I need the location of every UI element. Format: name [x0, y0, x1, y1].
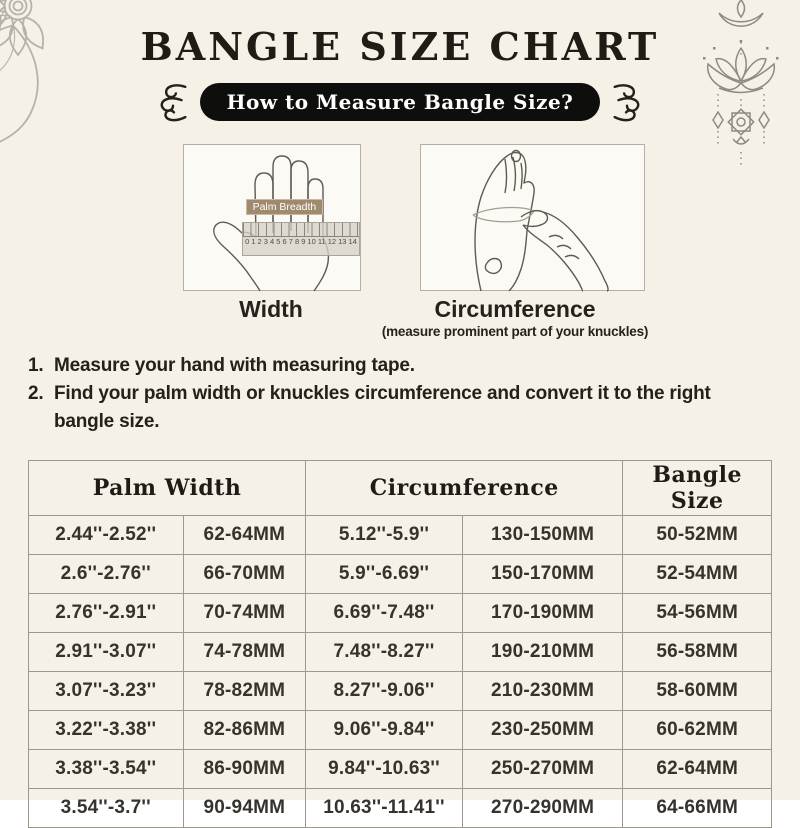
- circumference-subcaption: (measure prominent part of your knuckles): [381, 324, 649, 339]
- table-cell: 2.76''-2.91'': [29, 594, 184, 633]
- header-bangle-size: Bangle Size: [623, 461, 772, 516]
- table-cell: 90-94MM: [183, 789, 306, 828]
- table-cell: 3.54''-3.7'': [29, 789, 184, 828]
- mandala-flower-icon: [0, 0, 155, 159]
- width-illustration: [183, 144, 361, 291]
- ruler-number: 5: [276, 237, 281, 247]
- curly-flourish-right-icon: [610, 80, 644, 124]
- table-row: [29, 711, 772, 750]
- size-table: [28, 460, 772, 828]
- table-cell: 64-66MM: [623, 789, 772, 828]
- table-cell: 52-54MM: [623, 555, 772, 594]
- measuring-hand-icon: [421, 145, 644, 290]
- table-cell: 82-86MM: [183, 711, 306, 750]
- table-cell: 60-62MM: [623, 711, 772, 750]
- header-palm-width: Palm Width: [29, 461, 306, 516]
- table-row: [29, 633, 772, 672]
- table-cell: 2.6''-2.76'': [29, 555, 184, 594]
- ruler-number: 12: [327, 237, 337, 247]
- width-caption: Width: [239, 296, 303, 322]
- ruler-number: 13: [338, 237, 347, 247]
- circumference-caption: [355, 296, 675, 339]
- circumference-caption-text: Circumference: [434, 296, 596, 322]
- ruler-number: 11: [317, 237, 326, 247]
- table-cell: 250-270MM: [462, 750, 622, 789]
- table-cell: 9.84''-10.63'': [306, 750, 463, 789]
- ruler-numbers: [243, 237, 359, 247]
- table-cell: 2.91''-3.07'': [29, 633, 184, 672]
- table-cell: 78-82MM: [183, 672, 306, 711]
- table-cell: 2.44''-2.52'': [29, 516, 184, 555]
- ruler-number: 7: [288, 237, 293, 247]
- ruler-ticks: [243, 223, 359, 237]
- instruction-2-number: 2.: [28, 383, 44, 405]
- ruler-number: 0: [245, 237, 250, 247]
- table-cell: 190-210MM: [462, 633, 622, 672]
- header-circumference: Circumference: [306, 461, 623, 516]
- table-cell: 56-58MM: [623, 633, 772, 672]
- ruler-number: 8: [294, 237, 300, 247]
- instructions: [28, 352, 800, 436]
- instruction-1-number: 1.: [28, 355, 44, 376]
- illustrations-row: [0, 144, 800, 291]
- table-row: [29, 750, 772, 789]
- palm-breadth-label: Palm Breadth: [246, 199, 324, 215]
- table-row: [29, 789, 772, 828]
- captions-row: [0, 296, 800, 344]
- table-cell: 230-250MM: [462, 711, 622, 750]
- instruction-1-text: Measure your hand with measuring tape.: [54, 355, 415, 376]
- ruler-number: 10: [307, 237, 316, 247]
- table-cell: 9.06''-9.84'': [306, 711, 463, 750]
- table-cell: 58-60MM: [623, 672, 772, 711]
- table-row: [29, 672, 772, 711]
- instruction-1: [28, 352, 770, 380]
- instruction-2: [28, 380, 770, 436]
- table-row: [29, 594, 772, 633]
- table-cell: 5.9''-6.69'': [306, 555, 463, 594]
- table-row: [29, 516, 772, 555]
- ruler-number: 6: [282, 237, 287, 247]
- table-cell: 70-74MM: [183, 594, 306, 633]
- ruler-number: 14: [348, 237, 357, 247]
- table-cell: 270-290MM: [462, 789, 622, 828]
- table-cell: 86-90MM: [183, 750, 306, 789]
- table-cell: 150-170MM: [462, 555, 622, 594]
- ruler-number: 2: [257, 237, 262, 247]
- table-cell: 7.48''-8.27'': [306, 633, 463, 672]
- circumference-illustration: [420, 144, 645, 291]
- open-hand-icon: [184, 145, 360, 290]
- ruler-number: 9: [301, 237, 306, 247]
- table-cell: 10.63''-11.41'': [306, 789, 463, 828]
- table-cell: 6.69''-7.48'': [306, 594, 463, 633]
- ruler-number: 4: [270, 237, 275, 247]
- table-cell: 170-190MM: [462, 594, 622, 633]
- table-cell: 5.12''-5.9'': [306, 516, 463, 555]
- ruler: [242, 222, 360, 256]
- table-cell: 210-230MM: [462, 672, 622, 711]
- size-table-header-row: [29, 461, 772, 516]
- table-row: [29, 555, 772, 594]
- page-title: BANGLE SIZE CHART: [140, 24, 660, 69]
- table-cell: 3.22''-3.38'': [29, 711, 184, 750]
- ruler-number: 1: [251, 237, 256, 247]
- table-cell: 66-70MM: [183, 555, 306, 594]
- table-cell: 3.07''-3.23'': [29, 672, 184, 711]
- table-cell: 74-78MM: [183, 633, 306, 672]
- table-cell: 50-52MM: [623, 516, 772, 555]
- table-cell: 130-150MM: [462, 516, 622, 555]
- ruler-number: 3: [263, 237, 268, 247]
- table-cell: 54-56MM: [623, 594, 772, 633]
- table-cell: 3.38''-3.54'': [29, 750, 184, 789]
- table-cell: 62-64MM: [623, 750, 772, 789]
- curly-flourish-left-icon: [156, 80, 190, 124]
- size-table-body: [29, 516, 772, 828]
- how-to-measure-pill: How to Measure Bangle Size?: [200, 83, 601, 121]
- table-cell: 62-64MM: [183, 516, 306, 555]
- instruction-2-text: Find your palm width or knuckles circumference and convert it to the right bangle size.: [54, 383, 711, 433]
- table-cell: 8.27''-9.06'': [306, 672, 463, 711]
